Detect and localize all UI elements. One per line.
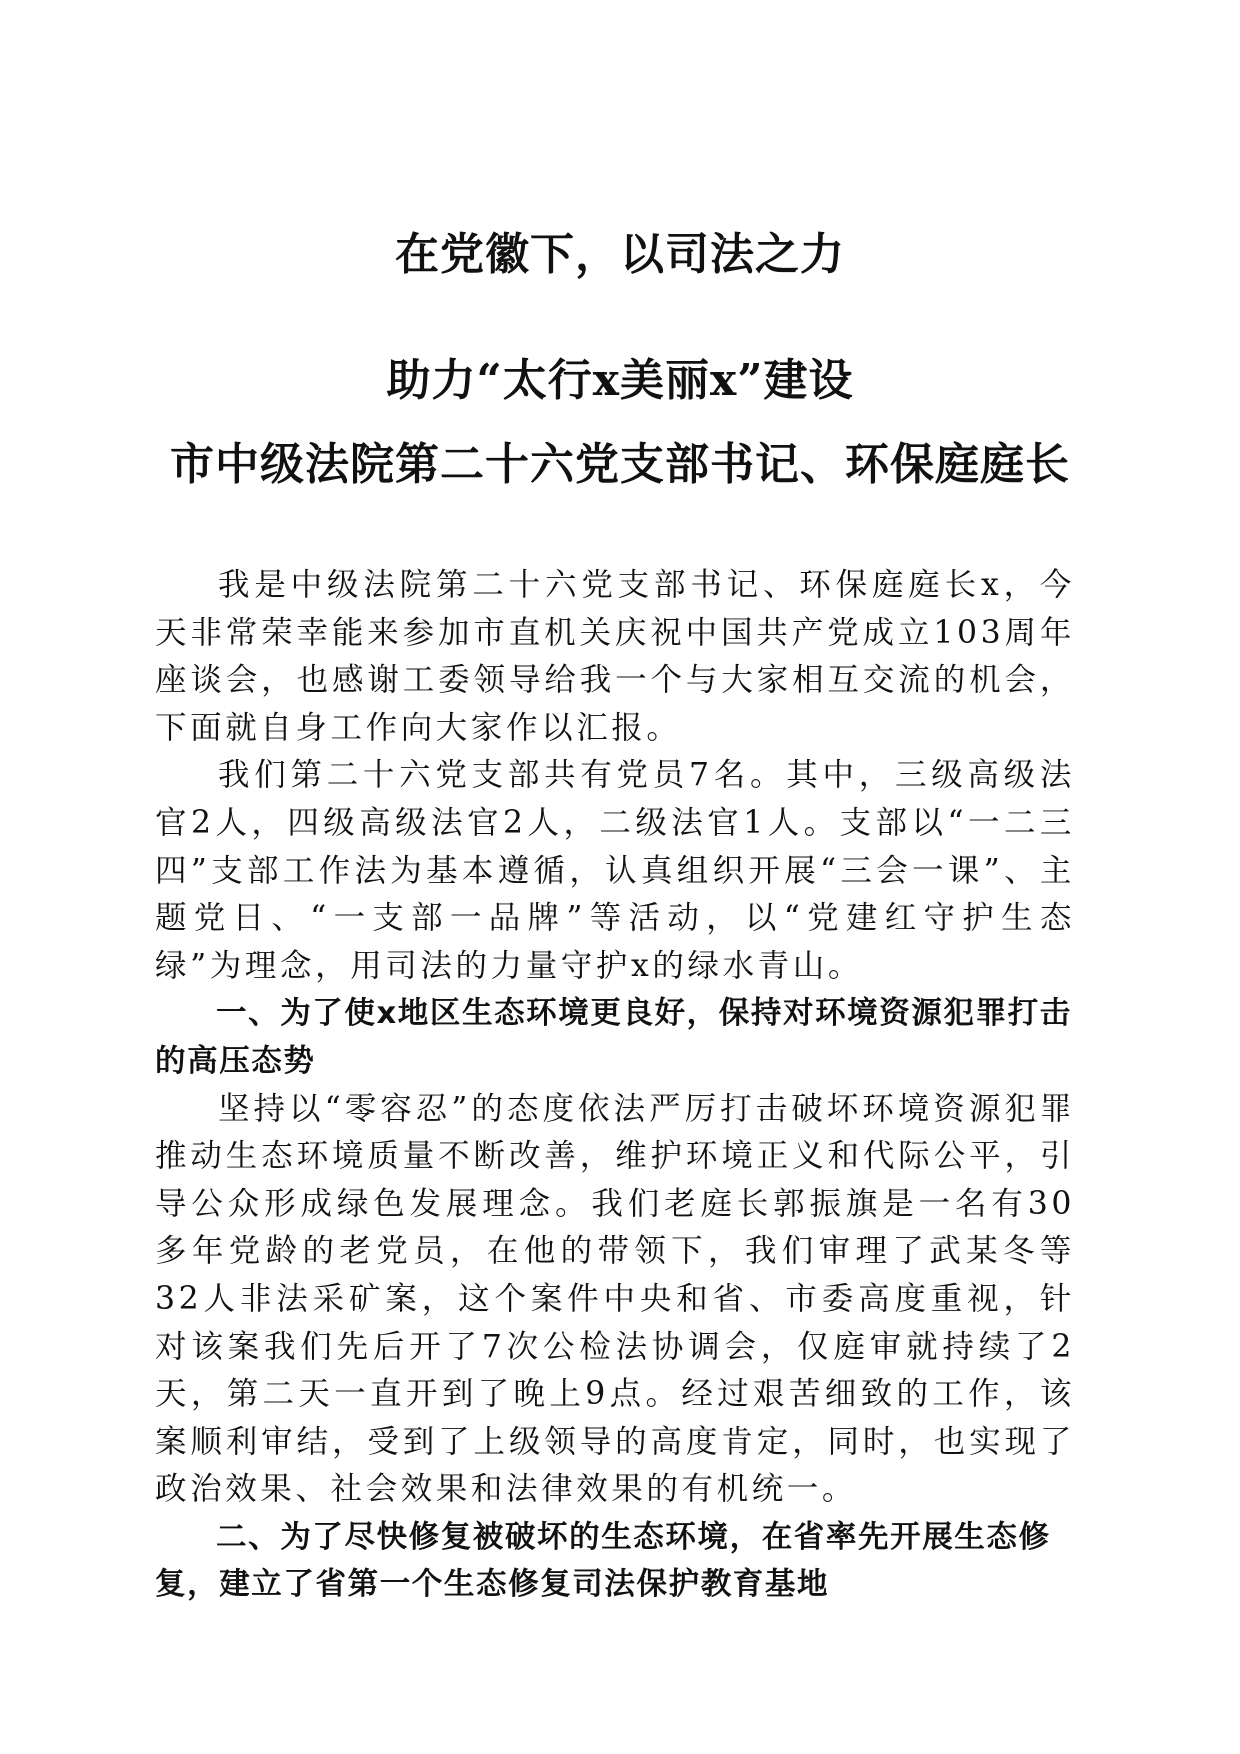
section-1-paragraph: 坚持以“零容忍”的态度依法严厉打击破坏环境资源犯罪推动生态环境质量不断改善，维护环境正义和代际公平，引导公众形成绿色发展理念。我们老庭长郭振旗是一名有30多年党龄的老党员，在他的带领下，我们审理了武某冬等32人非法采矿案，这个案件中央和省、市委高度重视，针对该案我们先后开了7次公检法协调会，仅庭审就持续了2天，第二天一直开到了晚上9点。经过艰苦细致的工作，该案顺利审结，受到了上级领导的高度肯定，同时，也实现了政治效果、社会效果和法律效果的有机统一。 [155, 1090, 1075, 1508]
title-line-2: 助力“太行x美丽x”建设 [386, 355, 854, 406]
intro-paragraph: 我是中级法院第二十六党支部书记、环保庭庭长x，今天非常荣幸能来参加市直机关庆祝中国共产党成立103周年座谈会，也感谢工委领导给我一个与大家相互交流的机会，下面就自身工作向大家作以汇报。 [155, 567, 1075, 746]
title-line-1: 在党徽下，以司法之力 [395, 229, 845, 280]
title-line-3: 市中级法院第二十六党支部书记、环保庭庭长 [170, 439, 1070, 490]
section-2-heading: 二、为了尽快修复被破坏的生态环境，在省率先开展生态修复，建立了省第一个生态修复司法保护教育基地 [155, 1519, 1051, 1603]
branch-paragraph: 我们第二十六党支部共有党员7名。其中，三级高级法官2人，四级高级法官2人，二级法官1人。支部以“一二三四”支部工作法为基本遵循，认真组织开展“三会一课”、主题党日、“一支部一品牌”等活动，以“党建红守护生态绿”为理念，用司法的力量守护x的绿水青山。 [155, 757, 1075, 984]
section-1-heading: 一、为了使x地区生态环境更良好，保持对环境资源犯罪打击的高压态势 [155, 996, 1072, 1079]
document-body [155, 562, 1075, 1609]
